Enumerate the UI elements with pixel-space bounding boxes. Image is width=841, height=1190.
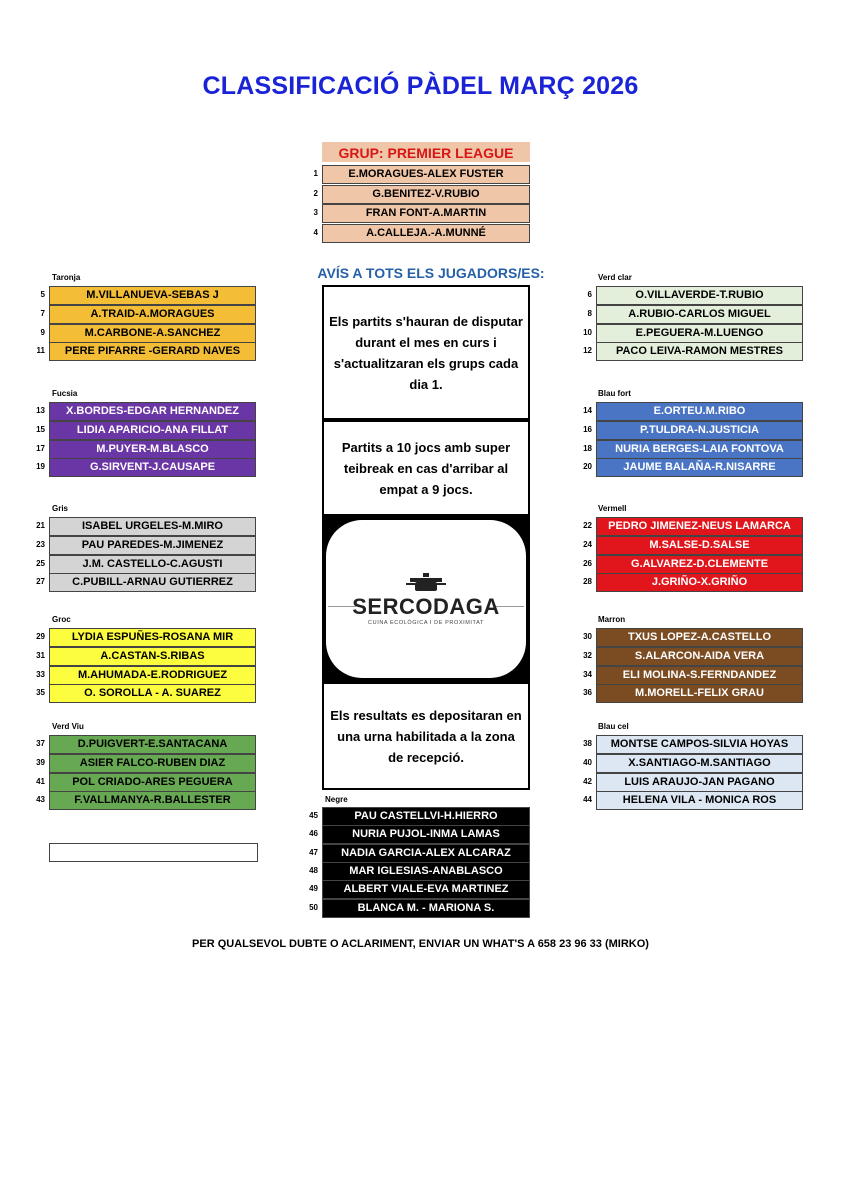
- group-label: Marron: [598, 615, 626, 624]
- team-name: J.M. CASTELLO-C.AGUSTI: [49, 555, 256, 574]
- team-name: ISABEL URGELES-M.MIRO: [49, 517, 256, 536]
- logo-tagline: CUINA ECOLÒGICA I DE PROXIMITAT: [368, 620, 484, 626]
- ranking-number: 44: [583, 795, 592, 805]
- team-name: A.CALLEJA.-A.MUNNÉ: [322, 224, 530, 243]
- sponsor-logo: [322, 516, 530, 682]
- team-row: [27, 773, 256, 791]
- ranking-number: 6: [587, 290, 592, 299]
- ranking-number: 16: [583, 424, 592, 434]
- team-name: S.ALARCON-AIDA VERA: [596, 647, 803, 666]
- team-row: [574, 666, 803, 684]
- team-row: [300, 825, 530, 843]
- team-name: PAU CASTELLVI-H.HIERRO: [322, 807, 530, 826]
- team-name: LYDIA ESPUÑES-ROSANA MIR: [49, 628, 256, 647]
- notice-text-rules: Els partits s'hauran de disputar durant el mes en curs i s'actualitzaran els grups cada dia 1.: [329, 313, 523, 392]
- ranking-number: 34: [583, 669, 592, 679]
- team-name: X.SANTIAGO-M.SANTIAGO: [596, 754, 803, 773]
- ranking-number: 25: [36, 558, 45, 568]
- notice-title: AVÍS A TOTS ELS JUGADORS/ES:: [317, 265, 545, 281]
- team-row: [300, 165, 530, 183]
- team-name: BLANCA M. - MARIONA S.: [322, 899, 530, 918]
- team-name: M.VILLANUEVA-SEBAS J: [49, 286, 256, 305]
- ranking-number: 1: [313, 169, 318, 178]
- logo-name: SERCODAGA: [352, 594, 500, 619]
- team-name: MAR IGLESIAS-ANABLASCO: [322, 862, 530, 881]
- team-name: LIDIA APARICIO-ANA FILLAT: [49, 421, 256, 440]
- team-row: [574, 324, 803, 342]
- group-label: Verd clar: [598, 273, 632, 282]
- team-row: [574, 402, 803, 420]
- ranking-number: 42: [583, 776, 592, 786]
- ranking-number: 28: [583, 577, 592, 587]
- ranking-number: 23: [36, 539, 45, 549]
- premier-league-header: GRUP: PREMIER LEAGUE: [322, 142, 530, 162]
- team-name: JAUME BALAÑA-R.NISARRE: [596, 458, 803, 477]
- team-name: P.TULDRA-N.JUSTICIA: [596, 421, 803, 440]
- ranking-number: 31: [36, 650, 45, 660]
- team-name: G.BENITEZ-V.RUBIO: [322, 185, 530, 204]
- team-name: PACO LEIVA-RAMON MESTRES: [596, 342, 803, 361]
- team-row: [574, 573, 803, 591]
- team-row: [300, 185, 530, 203]
- team-name: M.AHUMADA-E.RODRIGUEZ: [49, 666, 256, 685]
- group-label: Blau cel: [598, 722, 629, 731]
- team-name: J.GRIÑO-X.GRIÑO: [596, 573, 803, 592]
- team-name: A.TRAID-A.MORAGUES: [49, 305, 256, 324]
- team-row: [574, 421, 803, 439]
- team-row: [574, 735, 803, 753]
- team-name: G.ALVAREZ-D.CLEMENTE: [596, 555, 803, 574]
- team-name: O. SOROLLA - A. SUAREZ: [49, 684, 256, 703]
- team-row: [27, 735, 256, 753]
- ranking-number: 17: [36, 443, 45, 453]
- team-name: M.PUYER-M.BLASCO: [49, 440, 256, 459]
- ranking-number: 40: [583, 757, 592, 767]
- team-name: PEDRO JIMENEZ-NEUS LAMARCA: [596, 517, 803, 536]
- team-name: G.SIRVENT-J.CAUSAPE: [49, 458, 256, 477]
- group-label: Vermell: [598, 504, 627, 513]
- team-row: [27, 555, 256, 573]
- ranking-number: 46: [309, 829, 318, 839]
- group-label: Gris: [52, 504, 69, 513]
- team-row: [27, 421, 256, 439]
- team-row: [300, 224, 530, 242]
- ranking-number: 9: [40, 327, 45, 337]
- ranking-number: 35: [36, 688, 45, 698]
- ranking-number: 20: [583, 462, 592, 472]
- ranking-number: 33: [36, 669, 45, 679]
- team-name: D.PUIGVERT-E.SANTACANA: [49, 735, 256, 754]
- cooking-pot-icon: [406, 568, 446, 592]
- notice-box-rules: [322, 285, 530, 420]
- ranking-number: 29: [36, 632, 45, 641]
- team-row: [27, 684, 256, 702]
- ranking-number: 13: [36, 406, 45, 415]
- team-row: [27, 458, 256, 476]
- team-row: [27, 286, 256, 304]
- team-name: MONTSE CAMPOS-SILVIA HOYAS: [596, 735, 803, 754]
- team-name: PERE PIFARRE -GERARD NAVES: [49, 342, 256, 361]
- ranking-number: 11: [36, 346, 45, 356]
- team-row: [27, 666, 256, 684]
- team-name: ALBERT VIALE-EVA MARTINEZ: [322, 880, 530, 899]
- ranking-number: 41: [36, 776, 45, 786]
- team-row: [300, 899, 530, 917]
- team-name: M.CARBONE-A.SANCHEZ: [49, 324, 256, 343]
- empty-cell: [49, 843, 258, 862]
- team-row: [27, 754, 256, 772]
- team-row: [574, 458, 803, 476]
- team-name: O.VILLAVERDE-T.RUBIO: [596, 286, 803, 305]
- team-name: E.ORTEU.M.RIBO: [596, 402, 803, 421]
- ranking-number: 12: [583, 346, 592, 356]
- team-name: A.RUBIO-CARLOS MIGUEL: [596, 305, 803, 324]
- team-name: NURIA PUJOL-INMA LAMAS: [322, 825, 530, 844]
- team-row: [574, 440, 803, 458]
- ranking-number: 45: [309, 811, 318, 820]
- team-name: PAU PAREDES-M.JIMENEZ: [49, 536, 256, 555]
- ranking-number: 26: [583, 558, 592, 568]
- team-row: [27, 536, 256, 554]
- ranking-number: 10: [583, 327, 592, 337]
- ranking-number: 47: [309, 847, 318, 857]
- team-name: M.MORELL-FELIX GRAU: [596, 684, 803, 703]
- notice-box-results: [322, 682, 530, 790]
- ranking-number: 32: [583, 650, 592, 660]
- notice-box-format: [322, 420, 530, 516]
- team-row: [574, 342, 803, 360]
- team-name: E.MORAGUES-ALEX FUSTER: [322, 165, 530, 184]
- team-row: [574, 773, 803, 791]
- ranking-number: 14: [583, 406, 592, 415]
- ranking-number: 37: [36, 739, 45, 748]
- team-name: TXUS LOPEZ-A.CASTELLO: [596, 628, 803, 647]
- ranking-number: 19: [36, 462, 45, 472]
- page-title: CLASSIFICACIÓ PÀDEL MARÇ 2026: [202, 72, 639, 100]
- team-row: [27, 324, 256, 342]
- team-row: [574, 791, 803, 809]
- team-row: [27, 791, 256, 809]
- team-row: [574, 517, 803, 535]
- ranking-number: 50: [309, 902, 318, 912]
- team-row: [574, 305, 803, 323]
- ranking-number: 43: [36, 795, 45, 805]
- team-row: [574, 628, 803, 646]
- ranking-number: 8: [587, 308, 592, 318]
- group-label: Groc: [52, 615, 71, 624]
- team-name: FRAN FONT-A.MARTIN: [322, 204, 530, 223]
- team-name: F.VALLMANYA-R.BALLESTER: [49, 791, 256, 810]
- team-name: HELENA VILA - MONICA ROS: [596, 791, 803, 810]
- team-name: LUIS ARAUJO-JAN PAGANO: [596, 773, 803, 792]
- team-row: [574, 684, 803, 702]
- group-label: Blau fort: [598, 389, 631, 398]
- team-name: E.PEGUERA-M.LUENGO: [596, 324, 803, 343]
- group-label: Fucsia: [52, 389, 78, 398]
- group-label: Negre: [325, 795, 348, 804]
- team-name: POL CRIADO-ARES PEGUERA: [49, 773, 256, 792]
- ranking-number: 22: [583, 521, 592, 530]
- team-row: [27, 342, 256, 360]
- team-row: [27, 440, 256, 458]
- team-row: [300, 862, 530, 880]
- group-label: Verd Viu: [52, 722, 84, 731]
- ranking-number: 7: [40, 308, 45, 318]
- team-row: [300, 844, 530, 862]
- ranking-number: 49: [309, 884, 318, 894]
- group-label: Taronja: [52, 273, 81, 282]
- ranking-number: 24: [583, 539, 592, 549]
- team-name: NURIA BERGES-LAIA FONTOVA: [596, 440, 803, 459]
- team-row: [574, 555, 803, 573]
- team-row: [27, 305, 256, 323]
- team-row: [574, 647, 803, 665]
- team-row: [27, 647, 256, 665]
- ranking-number: 30: [583, 632, 592, 641]
- ranking-number: 38: [583, 739, 592, 748]
- team-name: M.SALSE-D.SALSE: [596, 536, 803, 555]
- ranking-number: 18: [583, 443, 592, 453]
- logo-background: [326, 520, 526, 678]
- team-row: [300, 204, 530, 222]
- team-name: X.BORDES-EDGAR HERNANDEZ: [49, 402, 256, 421]
- notice-text-format: Partits a 10 jocs amb super teibreak en cas d'arribar al empat a 9 jocs.: [341, 439, 511, 497]
- ranking-number: 3: [313, 208, 318, 217]
- team-row: [574, 536, 803, 554]
- ranking-number: 5: [40, 290, 45, 299]
- team-name: A.CASTAN-S.RIBAS: [49, 647, 256, 666]
- team-row: [27, 402, 256, 420]
- team-name: NADIA GARCIA-ALEX ALCARAZ: [322, 844, 530, 863]
- ranking-number: 27: [36, 577, 45, 587]
- ranking-number: 36: [583, 688, 592, 698]
- team-row: [27, 573, 256, 591]
- team-name: C.PUBILL-ARNAU GUTIERREZ: [49, 573, 256, 592]
- team-row: [300, 880, 530, 898]
- ranking-number: 21: [36, 521, 45, 530]
- ranking-number: 48: [309, 865, 318, 875]
- notice-text-results: Els resultats es depositaran en una urna habilitada a la zona de recepció.: [330, 707, 522, 765]
- ranking-number: 15: [36, 424, 45, 434]
- team-row: [300, 807, 530, 825]
- ranking-number: 39: [36, 757, 45, 767]
- team-name: ASIER FALCO-RUBEN DIAZ: [49, 754, 256, 773]
- team-row: [27, 517, 256, 535]
- team-name: ELI MOLINA-S.FERNDANDEZ: [596, 666, 803, 685]
- team-row: [574, 286, 803, 304]
- team-row: [574, 754, 803, 772]
- team-row: [27, 628, 256, 646]
- ranking-number: 2: [313, 188, 318, 198]
- footer-contact: PER QUALSEVOL DUBTE O ACLARIMENT, ENVIAR UN WHAT'S A 658 23 96 33 (MIRKO): [192, 938, 649, 950]
- ranking-number: 4: [313, 227, 318, 237]
